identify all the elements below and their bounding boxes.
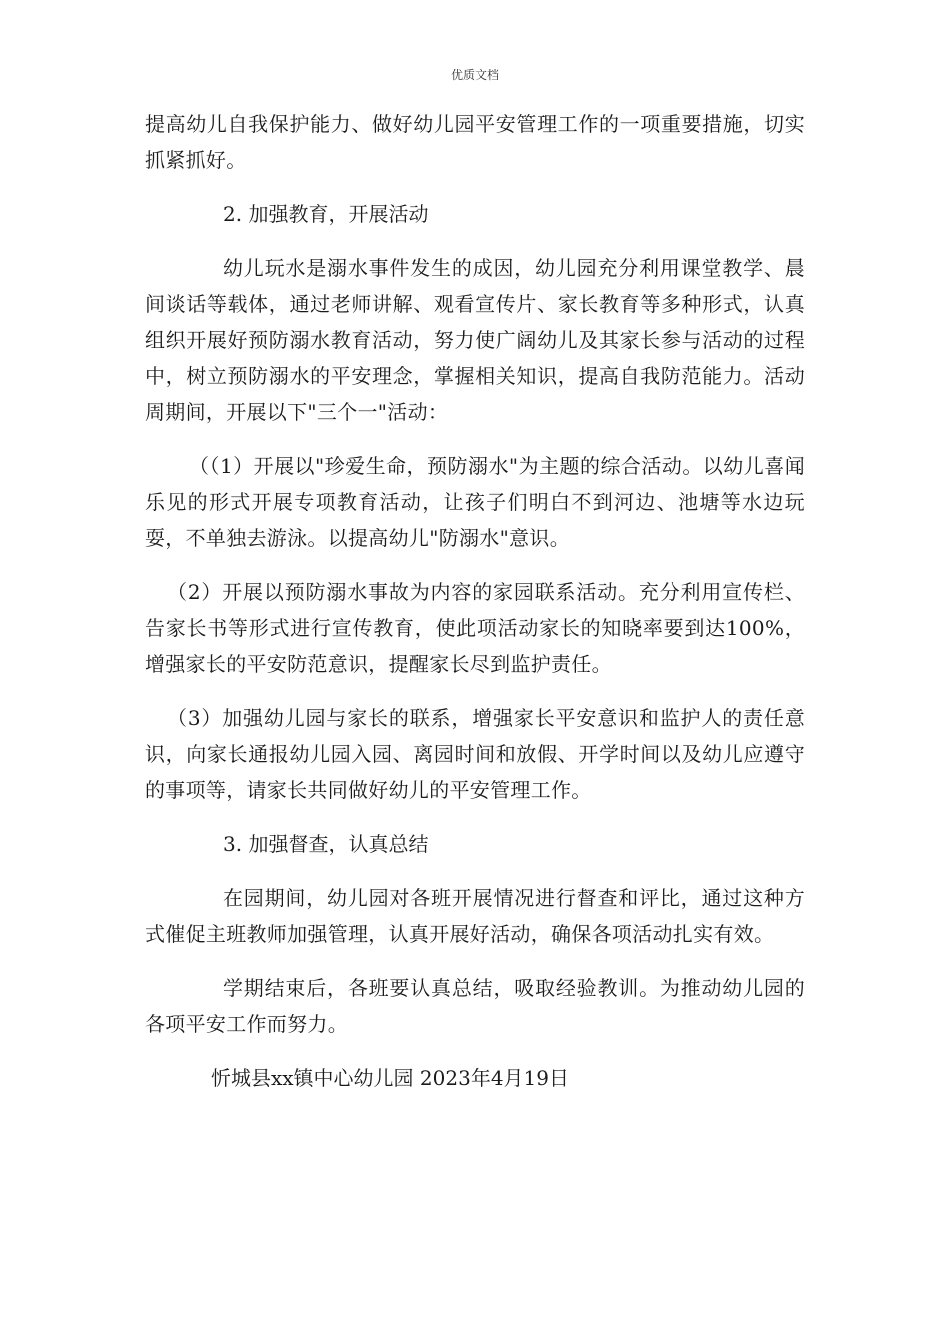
education-paragraph: 幼儿玩水是溺水事件发生的成因，幼儿园充分利用课堂教学、晨间谈话等载体，通过老师讲解、观看宣传片、家长教育等多种形式，认真组织开展好预防溺水教育活动，努力使广阔幼儿及其家长参与活动的过程中，树立预防溺水的平安理念，掌握相关知识，提高自我防范能力。活动周期间，开展以下"三个一"活动： [145,256,805,424]
document-header: 优质文档 [450,68,499,82]
signature-line: 忻城县xx镇中心幼儿园 2023年4月19日 [211,1066,569,1090]
summary-paragraph: 学期结束后，各班要认真总结，吸取经验教训。为推动幼儿园的各项平安工作而努力。 [145,976,805,1036]
activity-item-1: （（1）开展以"珍爱生命，预防溺水"为主题的综合活动。以幼儿喜闻乐见的形式开展专项教育活动，让孩子们明白不到河边、池塘等水边玩耍，不单独去游泳。以提高幼儿"防溺水"意识。 [145,454,805,550]
inspection-paragraph: 在园期间，幼儿园对各班开展情况进行督查和评比，通过这种方式催促主班教师加强管理，认真开展好活动，确保各项活动扎实有效。 [145,886,805,946]
document-body [145,106,805,1096]
section-heading-2: 2. 加强教育，开展活动 [223,202,429,226]
section-heading-3: 3. 加强督查，认真总结 [223,832,429,856]
intro-paragraph: 提高幼儿自我保护能力、做好幼儿园平安管理工作的一项重要措施，切实抓紧抓好。 [145,112,805,172]
activity-item-3: （3）加强幼儿园与家长的联系，增强家长平安意识和监护人的责任意识，向家长通报幼儿园入园、离园时间和放假、开学时间以及幼儿应遵守的事项等，请家长共同做好幼儿的平安管理工作。 [145,706,805,802]
activity-item-2: （2）开展以预防溺水事故为内容的家园联系活动。充分利用宣传栏、告家长书等形式进行宣传教育，使此项活动家长的知晓率要到达100%，增强家长的平安防范意识，提醒家长尽到监护责任。 [145,580,805,676]
